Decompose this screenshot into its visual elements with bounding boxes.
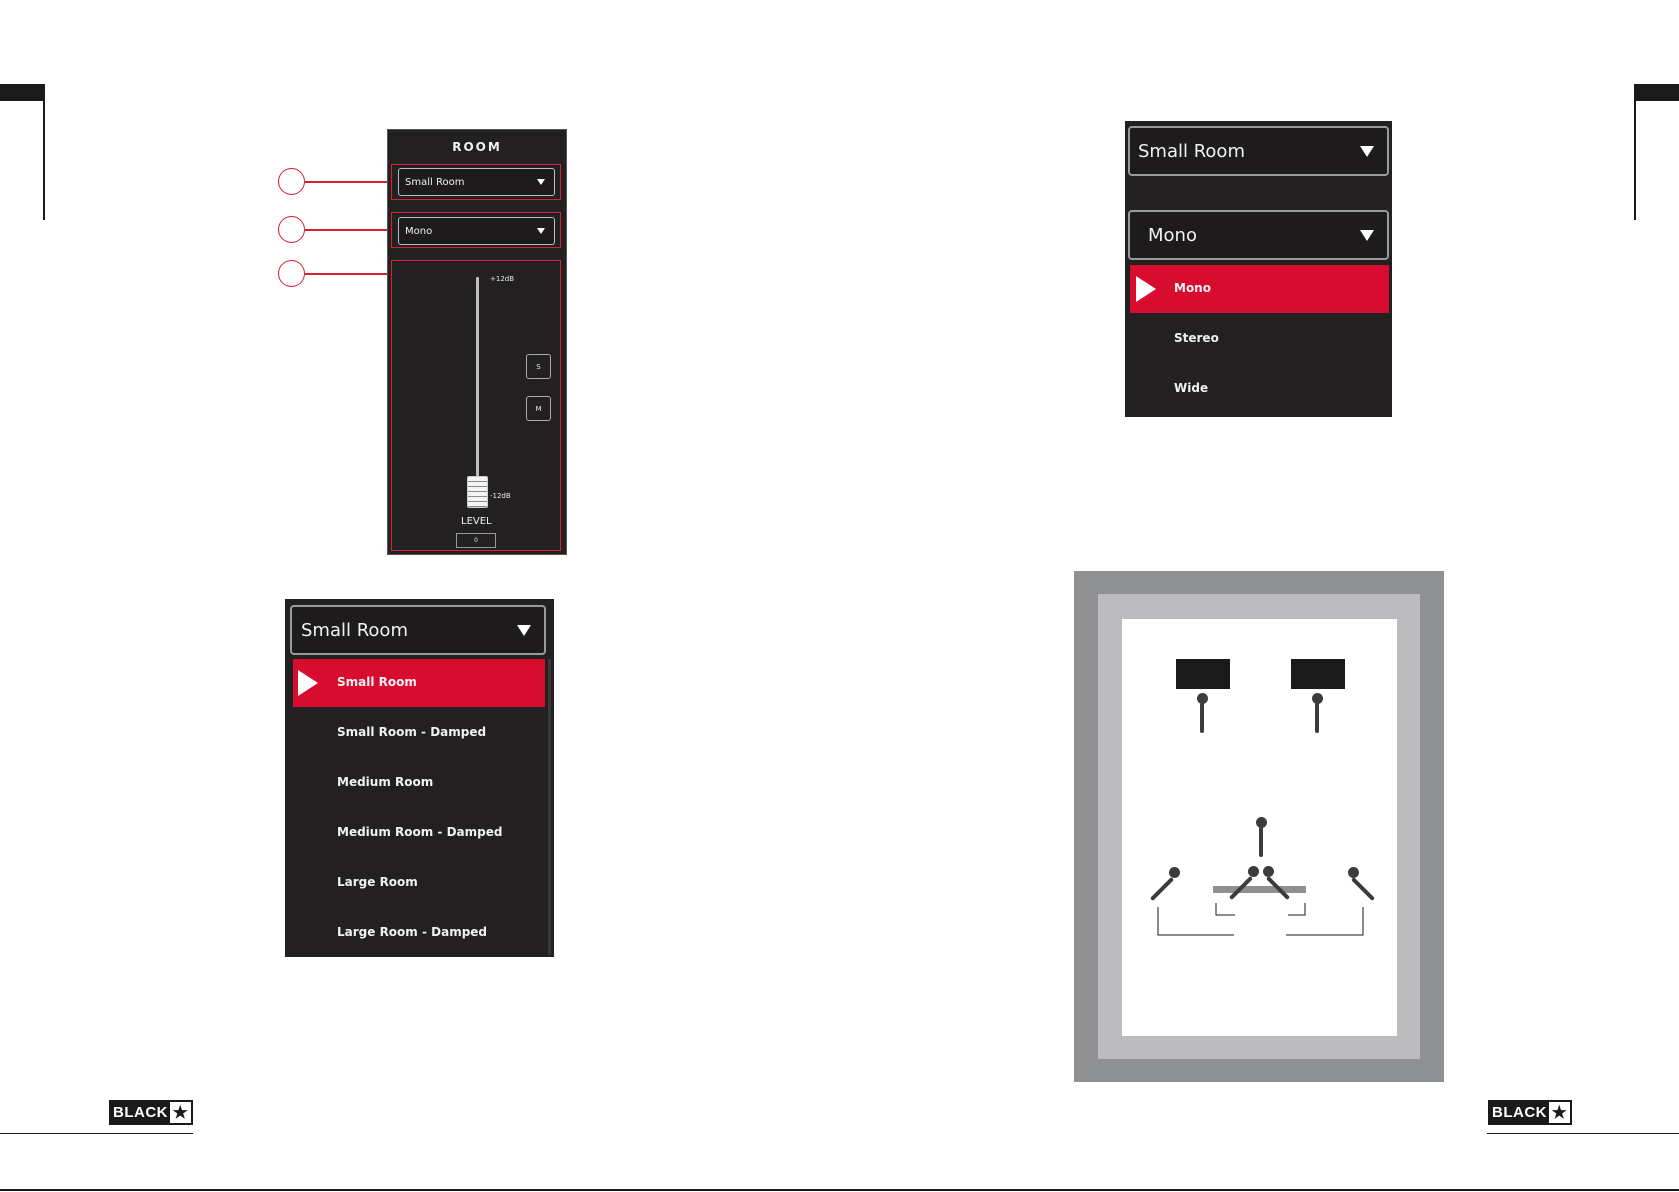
room-type-select-value: Small Room [405,177,465,188]
speaker-right [1291,659,1345,689]
bottom-rule [0,1189,1679,1191]
chevron-down-icon [537,179,545,185]
room-type-dropdown-header[interactable] [290,605,546,655]
callout-1-line [305,181,392,183]
chevron-down-icon [517,625,531,636]
level-fader-handle[interactable] [467,476,488,508]
wide-bracket [1158,907,1234,935]
room-option[interactable] [293,759,545,807]
room-type-dropdown-value: Small Room [301,620,408,641]
chevron-down-icon [1360,146,1374,157]
callout-2-line [305,229,389,231]
room-option-label: Medium Room - Damped [337,825,503,839]
mixing-desk [1213,886,1306,893]
stereo-mode-dropdown-value: Mono [1148,225,1197,246]
callout-2 [278,216,305,243]
room-type-dropdown [285,599,554,957]
stereo-mode-dropdown [1125,121,1392,417]
mic-width-brackets [1150,895,1370,940]
room-option-label: Small Room - Damped [337,725,487,739]
level-label: LEVEL [461,516,492,527]
wide-bracket [1286,907,1363,935]
narrow-bracket [1216,903,1235,915]
room-option[interactable] [293,909,545,957]
callout-3-line [305,273,389,275]
room-panel [387,129,567,555]
narrow-bracket [1304,903,1305,915]
dropdown-scrollbar[interactable] [548,659,551,955]
callout-3 [278,260,305,287]
stereo-option[interactable] [1130,315,1389,363]
level-value-field[interactable]: 0 [456,533,496,548]
right-page-tab [1634,84,1679,101]
stereo-option[interactable] [1130,365,1389,413]
room-type-select[interactable] [398,168,555,196]
mic-stand [1315,703,1319,733]
mute-button[interactable]: M [526,396,551,421]
stereo-option-label: Wide [1174,381,1209,395]
fader-max-label: +12dB [490,275,515,283]
room-option[interactable] [293,709,545,757]
callout-1 [278,168,305,195]
star-icon: ★ [1549,1102,1570,1123]
left-footer-rule [0,1133,193,1134]
logo-text: BLACK [113,1104,168,1121]
room-type-select-large-value: Small Room [1138,141,1245,162]
blackstar-logo-left [109,1100,193,1125]
chevron-down-icon [1360,230,1374,241]
right-page-edge [1634,84,1636,220]
solo-button[interactable]: S [526,354,551,379]
play-icon [298,670,318,696]
room-option[interactable] [293,659,545,707]
left-page-edge [43,84,45,220]
room-option-label: Large Room [337,875,418,889]
blackstar-logo-right [1488,1100,1572,1125]
room-option[interactable] [293,859,545,907]
mic-stand [1259,827,1263,857]
room-option[interactable] [293,809,545,857]
play-icon [1136,276,1156,302]
left-page-tab [0,84,45,101]
stereo-option-label: Stereo [1174,331,1219,345]
fader-min-label: -12dB [490,492,511,500]
star-icon: ★ [170,1102,191,1123]
stereo-mode-dropdown-header[interactable] [1128,210,1389,260]
stereo-option-label: Mono [1174,281,1211,295]
room-option-label: Small Room [337,675,417,689]
speaker-left [1176,659,1230,689]
room-option-label: Large Room - Damped [337,925,488,939]
right-footer-rule [1487,1133,1679,1134]
stereo-mode-select-value: Mono [405,226,433,237]
room-type-select-large[interactable] [1128,126,1389,176]
stereo-option[interactable] [1130,265,1389,313]
room-panel-title: ROOM [452,140,502,154]
mic-stand [1200,703,1204,733]
stereo-mode-select[interactable] [398,217,555,245]
chevron-down-icon [537,228,545,234]
logo-text: BLACK [1492,1104,1547,1121]
level-fader-track[interactable] [476,277,479,507]
room-option-label: Medium Room [337,775,434,789]
